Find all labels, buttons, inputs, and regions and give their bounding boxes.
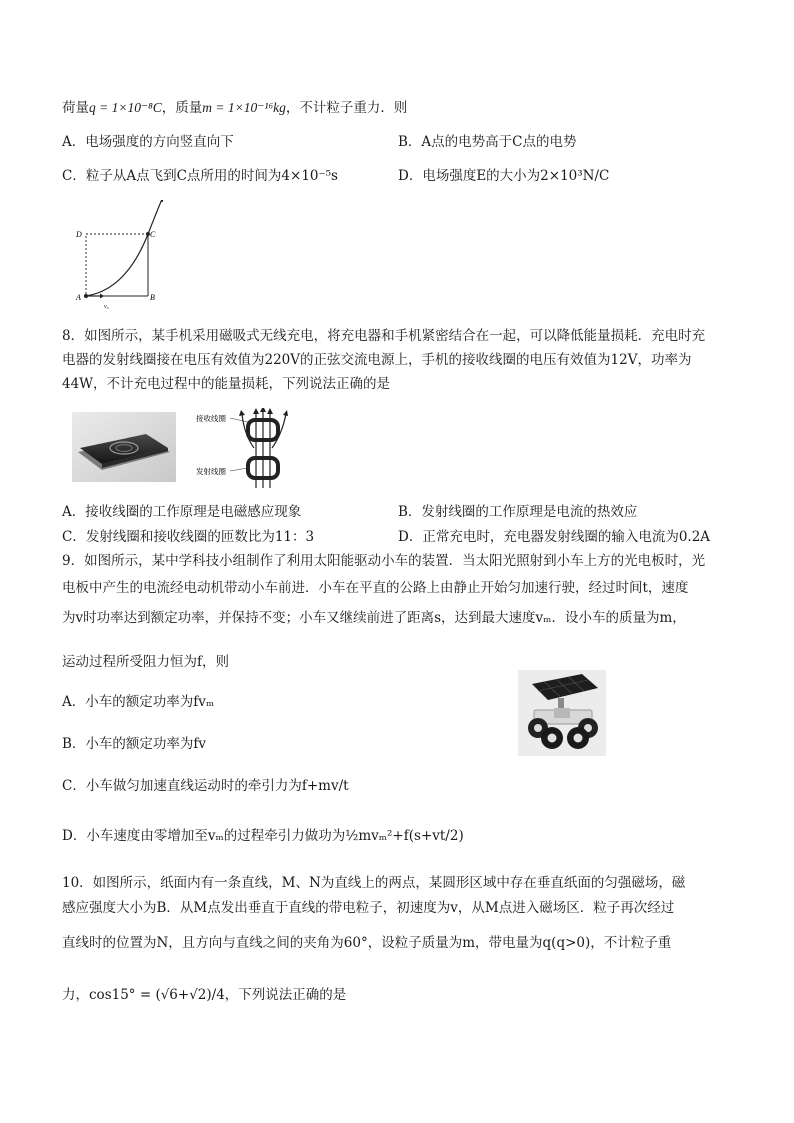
option-text: 小车速度由零增加至vₘ的过程牵引力做功为½mvₘ²+f(s+vt/2) — [86, 828, 464, 844]
option-letter: B． — [398, 134, 422, 150]
option-text: 小车做匀加速直线运动时的牵引力为f+mv/t — [85, 778, 349, 794]
option-text: 电场强度的方向竖直向下 — [85, 134, 234, 150]
option-letter: D． — [398, 529, 423, 545]
charger-photo — [72, 412, 176, 482]
q7-stem-suffix: ，不计粒子重力．则 — [285, 100, 408, 116]
q8-option-c — [62, 527, 314, 547]
q9-option-b — [62, 734, 206, 754]
coil-diagram — [196, 408, 306, 492]
label-c: C — [150, 230, 156, 239]
option-letter: B． — [398, 504, 422, 520]
q7-trajectory-figure — [70, 200, 180, 312]
option-letter: A． — [62, 134, 86, 150]
label-b: B — [150, 293, 155, 302]
q9-stem-line2: 电板中产生的电流经电动机带动小车前进．小车在平直的公路上由静止开始匀加速行驶，经过时间t，速度 — [62, 580, 689, 596]
q10-stem-line4: 力，cos15° = (√6+√2)/4，下列说法正确的是 — [62, 987, 347, 1003]
q7-stem — [62, 98, 407, 118]
q7-mass-sep: ，质量 — [161, 100, 203, 116]
q8-option-d — [398, 527, 710, 547]
q8-stem-line1: 8．如图所示，某手机采用磁吸式无线充电，将充电器和手机紧密结合在一起，可以降低能量损耗．充电时充 — [62, 328, 706, 344]
option-text: 发射线圈的工作原理是电流的热效应 — [421, 504, 638, 520]
option-letter: D． — [398, 168, 423, 184]
option-letter: C． — [62, 529, 86, 545]
option-text: 粒子从A点飞到C点所用的时间为4×10⁻⁵s — [85, 168, 338, 184]
option-text: 电场强度E的大小为2×10³N/C — [422, 168, 610, 184]
option-letter: C． — [62, 778, 86, 794]
q9-option-c — [62, 776, 349, 796]
q9-stem-line3: 为v时功率达到额定功率，并保持不变；小车又继续前进了距离s，达到最大速度vₘ．设小车的质量为m， — [62, 610, 686, 626]
q7-charge: q = 1×10⁻⁸C — [89, 100, 162, 115]
parabola-curve — [86, 200, 164, 296]
q7-option-d — [398, 166, 609, 186]
q10-stem-line3: 直线时的位置为N，且方向与直线之间的夹角为60°，设粒子质量为m，带电量为q(q>0)，不计粒子重 — [62, 935, 672, 951]
label-a: A — [76, 293, 81, 302]
q8-option-b — [398, 502, 637, 522]
v0-arrowhead — [100, 294, 104, 299]
label-d: D — [76, 230, 82, 239]
q7-mass: m = 1×10⁻¹⁶kg — [202, 100, 286, 115]
q8-stem-line2: 电器的发射线圈接在电压有效值为220V的正弦交流电源上，手机的接收线圈的电压有效值为12V，功率为 — [62, 352, 692, 368]
transmit-coil-label: 发射线圈 — [196, 467, 226, 476]
q7-option-a — [62, 132, 234, 152]
option-text: 接收线圈的工作原理是电磁感应现象 — [85, 504, 302, 520]
option-letter: C． — [62, 168, 86, 184]
q7-stem-prefix: 荷量 — [62, 100, 89, 116]
option-letter: B． — [62, 736, 86, 752]
option-letter: D． — [62, 828, 87, 844]
q9-option-d — [62, 826, 464, 846]
option-text: 小车的额定功率为fvₘ — [85, 694, 215, 710]
q8-option-a — [62, 502, 301, 522]
option-letter: A． — [62, 694, 86, 710]
q9-stem-line4: 运动过程所受阻力恒为f，则 — [62, 654, 229, 670]
option-text: 小车的额定功率为fv — [85, 736, 207, 752]
dashed-square — [86, 234, 148, 296]
q7-option-c — [62, 166, 338, 186]
q9-option-a — [62, 692, 214, 712]
option-text: A点的电势高于C点的电势 — [421, 134, 577, 150]
option-text: 发射线圈和接收线圈的匝数比为11：3 — [85, 529, 315, 545]
option-letter: A． — [62, 504, 86, 520]
q7-option-b — [398, 132, 577, 152]
solar-car-photo — [518, 670, 606, 756]
q8-stem-line3: 44W，不计充电过程中的能量损耗，下列说法正确的是 — [62, 376, 391, 392]
q10-stem-line2: 感应强度大小为B．从M点发出垂直于直线的带电粒子，初速度为v，从M点进入磁场区．粒子再次经过 — [62, 900, 675, 916]
option-text: 正常充电时，充电器发射线圈的输入电流为0.2A — [422, 529, 711, 545]
q9-stem-line1: 9．如图所示，某中学科技小组制作了利用太阳能驱动小车的装置．当太阳光照射到小车上方的光电板时，光 — [62, 553, 706, 569]
q10-stem-line1: 10．如图所示，纸面内有一条直线，M、N为直线上的两点，某圆形区域中存在垂直纸面的匀强磁场，磁 — [62, 875, 686, 891]
label-v0: v₀ — [104, 304, 109, 310]
receive-coil-label: 接收线圈 — [196, 414, 226, 423]
